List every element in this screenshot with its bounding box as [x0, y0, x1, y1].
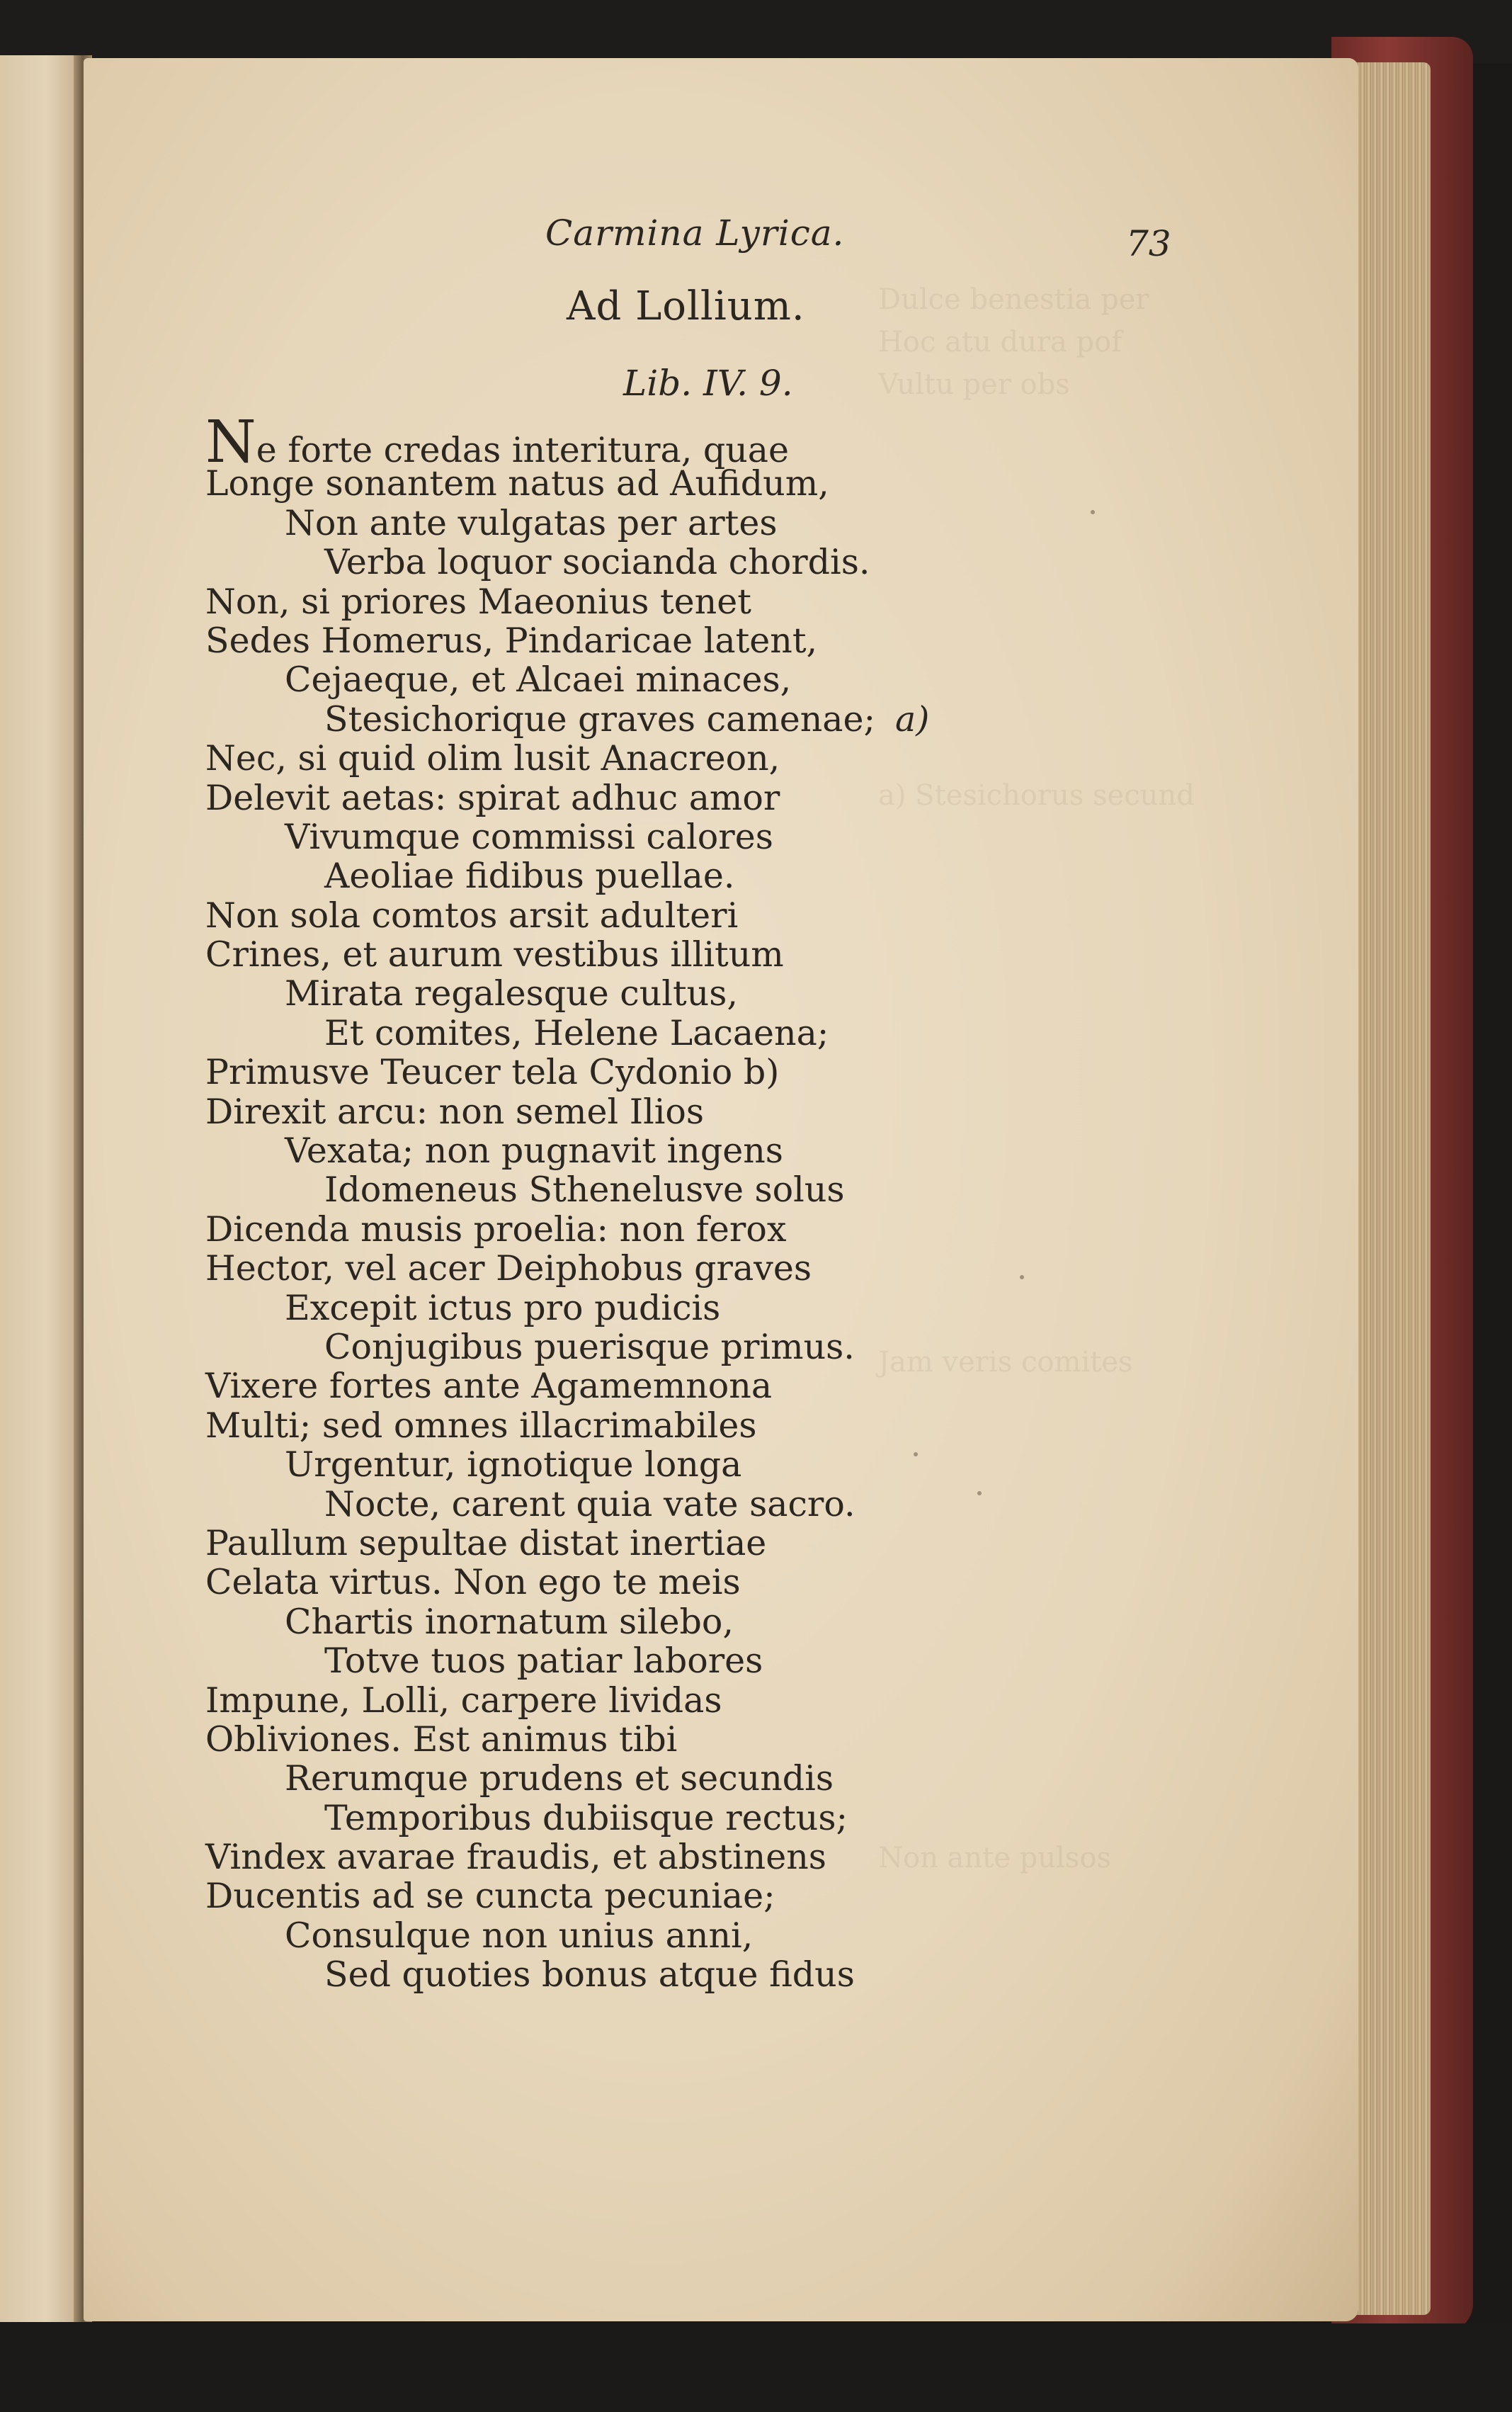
poem-line — [205, 621, 1197, 660]
poem-line-text: Vexata; non pugnavit ingens — [285, 1131, 783, 1172]
poem-line — [205, 1170, 1197, 1209]
poem-line-text: Longe sonantem natus ad Aufidum, — [205, 463, 829, 504]
poem-line — [205, 1485, 1197, 1524]
poem-line — [205, 1289, 1197, 1327]
poem-line — [205, 1838, 1197, 1876]
show-through-text: Non ante pulsos — [878, 1842, 1111, 1874]
facing-page — [0, 55, 85, 2322]
poem-line-text: Excepit ictus pro pudicis — [285, 1287, 721, 1328]
poem-line — [205, 1210, 1197, 1249]
poem-line — [205, 1876, 1197, 1915]
background-top — [0, 0, 1512, 64]
poem-line — [205, 1602, 1197, 1641]
poem-line-text: Hector, vel acer Deiphobus graves — [205, 1248, 812, 1289]
poem-line — [205, 1092, 1197, 1131]
poem-line — [205, 660, 1197, 699]
poem-line-text: Temporibus dubiisque rectus; — [324, 1797, 848, 1838]
poem-line-text: Impune, Lolli, carpere lividas — [205, 1680, 722, 1721]
poem-line-text: Vindex avarae fraudis, et abstinens — [205, 1837, 826, 1878]
poem-line — [205, 896, 1197, 935]
poem-line-text: Totve tuos patiar labores — [324, 1641, 763, 1682]
poem-line-text: Et comites, Helene Lacaena; — [324, 1012, 829, 1053]
show-through-text: Jam veris comites — [878, 1346, 1133, 1378]
poem-line — [205, 700, 1197, 739]
page-edges — [1346, 62, 1431, 2315]
poem-line-text: Chartis inornatum silebo, — [285, 1601, 734, 1642]
background-bottom — [0, 2323, 1512, 2412]
poem-line-text: Ducentis ad se cuncta pecuniae; — [205, 1876, 775, 1917]
footnote-marker: a) — [894, 698, 930, 740]
poem-line — [205, 856, 1197, 895]
poem-line-text: Direxit arcu: non semel Ilios — [205, 1091, 705, 1132]
poem-line-text: Non sola comtos arsit adulteri — [205, 895, 739, 936]
poem-line-text: Nocte, carent quia vate sacro. — [324, 1483, 856, 1524]
poem-line — [205, 1916, 1197, 1955]
poem-line — [205, 1563, 1197, 1602]
poem-line — [205, 1131, 1197, 1170]
poem-line — [205, 1720, 1197, 1759]
poem-line — [205, 817, 1197, 856]
running-title: Carmina Lyrica. — [545, 213, 845, 254]
poem-line-text: Non ante vulgatas per artes — [285, 502, 778, 543]
poem-line — [205, 1366, 1197, 1405]
poem-line-text: Paullum sepultae distat inertiae — [205, 1522, 767, 1563]
poem-line-text: Celata virtus. Non ego te meis — [205, 1562, 741, 1603]
poem-line-text: Vivumque commissi calores — [285, 816, 773, 857]
poem-line-text: Obliviones. Est animus tibi — [205, 1719, 678, 1760]
poem-line — [205, 935, 1197, 974]
poem-line — [205, 778, 1197, 817]
poem-line — [205, 1053, 1197, 1092]
poem-line — [205, 1249, 1197, 1288]
poem-line-text: Nec, si quid olim lusit Anacreon, — [205, 738, 780, 779]
poem-line-text: Primusve Teucer tela Cydonio b) — [205, 1052, 780, 1093]
poem-line — [205, 1955, 1197, 1994]
poem-body — [205, 409, 1197, 1995]
poem-line-text: Multi; sed omnes illacrimabiles — [205, 1405, 757, 1446]
poem-line-text: Idomeneus Sthenelusve solus — [324, 1170, 845, 1211]
poem-line-text: Sedes Homerus, Pindaricae latent, — [205, 620, 818, 661]
show-through-text: Dulce benestia per — [878, 283, 1149, 316]
poem-line — [205, 409, 1197, 476]
poem-line-text: Rerumque prudens et secundis — [285, 1758, 834, 1799]
drop-cap: N — [205, 409, 256, 476]
show-through-text: Vultu per obs — [878, 368, 1070, 401]
poem-line-text: Verba loquor socianda chordis. — [324, 542, 870, 583]
poem-line — [205, 739, 1197, 778]
poem-line-text: Stesichorique graves camenae; — [324, 698, 875, 740]
poem-line — [205, 974, 1197, 1013]
poem-line — [205, 464, 1197, 503]
poem-line-text: Non, si priores Maeonius tenet — [205, 581, 751, 622]
show-through-text: Hoc atu dura pof — [878, 326, 1122, 358]
poem-line — [205, 582, 1197, 621]
poem-line — [205, 1406, 1197, 1445]
poem-line — [205, 1524, 1197, 1563]
poem-line-text: Dicenda musis proelia: non ferox — [205, 1208, 787, 1250]
page-number: 73 — [1126, 223, 1171, 264]
poem-line — [205, 1014, 1197, 1053]
poem-line — [205, 1759, 1197, 1798]
poem-line-text: Cejaeque, et Alcaei minaces, — [285, 659, 792, 701]
poem-line-text: Mirata regalesque cultus, — [285, 973, 738, 1014]
poem-line-text: Conjugibus puerisque primus. — [324, 1326, 855, 1367]
poem-line — [205, 1641, 1197, 1680]
poem-line-text: Delevit aetas: spirat adhuc amor — [205, 777, 780, 818]
poem-line — [205, 1681, 1197, 1720]
poem-line — [205, 543, 1197, 582]
poem-line-text: e forte credas interitura, quae — [256, 430, 790, 470]
poem-line-text: Urgentur, ignotique longa — [285, 1444, 742, 1485]
poem-line-text: Consulque non unius anni, — [285, 1915, 754, 1956]
poem-line — [205, 1799, 1197, 1838]
poem-line-text: Vixere fortes ante Agamemnona — [205, 1366, 773, 1407]
show-through-text: a) Stesichorus secund — [878, 779, 1195, 812]
poem-line-text: Crines, et aurum vestibus illitum — [205, 934, 784, 975]
poem-reference: Lib. IV. 9. — [623, 363, 793, 404]
poem-title: Ad Lollium. — [567, 283, 805, 329]
poem-line-text: Sed quoties bonus atque fidus — [324, 1954, 855, 1995]
poem-line — [205, 1445, 1197, 1484]
poem-line-text: Aeoliae fidibus puellae. — [324, 856, 735, 897]
poem-line — [205, 504, 1197, 543]
poem-line — [205, 1327, 1197, 1366]
